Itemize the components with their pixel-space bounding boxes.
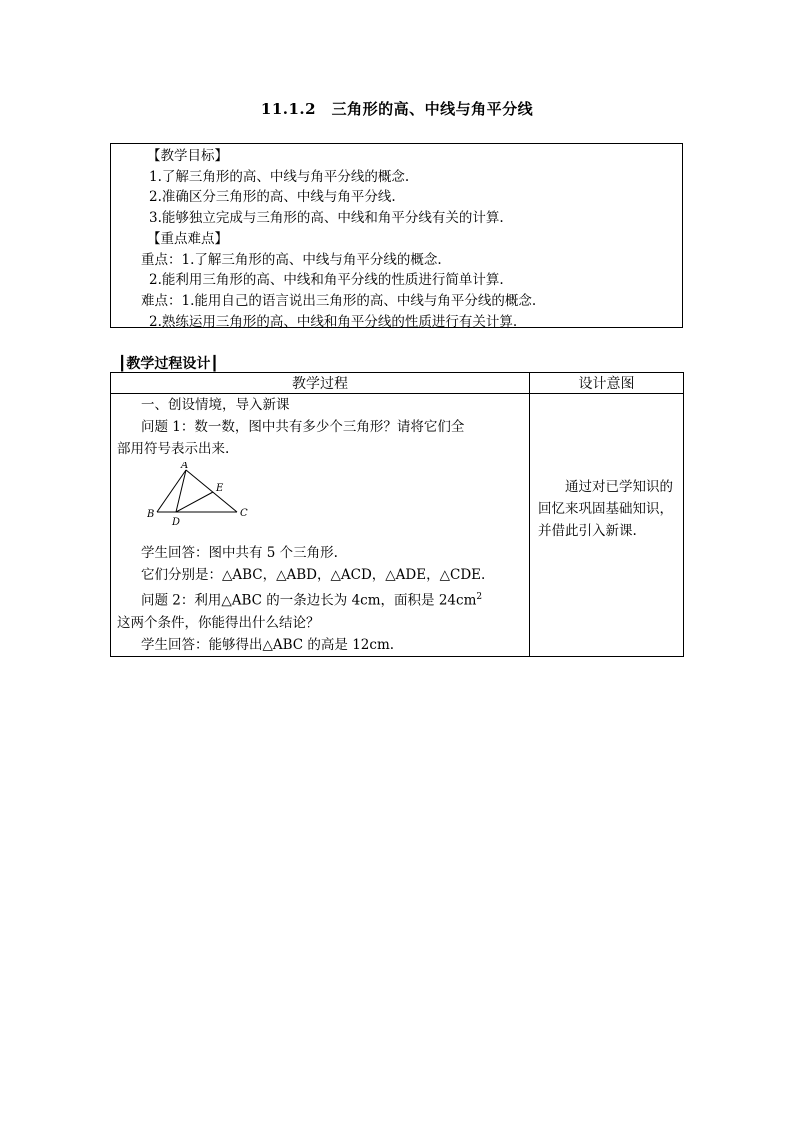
process-heading: ┃教学过程设计┃	[118, 356, 219, 372]
objective-item: 1.了解三角形的高、中线与角平分线的概念.	[149, 168, 410, 185]
design-intent-text: 通过对已学知识的回忆来巩固基础知识，并借此引入新课.	[538, 479, 673, 539]
col-header-process: 教学过程	[111, 373, 530, 394]
answer-1: 学生回答：图中共有 5 个三角形.	[141, 545, 338, 561]
answer-1-list: 它们分别是：△ABC，△ABD，△ACD，△ADE，△CDE.	[141, 567, 486, 583]
objectives-box	[110, 143, 683, 328]
label-a: A	[181, 462, 189, 471]
segment-ac	[186, 470, 237, 512]
key-points-heading: 【重点难点】	[147, 230, 228, 247]
key-point-line: 重点：1.了解三角形的高、中线与角平分线的概念.	[141, 251, 442, 268]
key-point-line: 2.能利用三角形的高、中线和角平分线的性质进行简单计算.	[149, 272, 504, 289]
col-header-intent: 设计意图	[530, 373, 684, 394]
segment-de	[176, 492, 213, 512]
question-1-cont: 部用符号表示出来.	[117, 441, 230, 457]
question-2: 问题 2：利用△ABC 的一条边长为 4cm，面积是 $24cm^2$	[141, 592, 483, 609]
page-title: 11.1.2 三角形的高、中线与角平分线	[260, 100, 534, 118]
segment-ad	[176, 470, 186, 512]
process-table	[110, 372, 684, 657]
intent-cell	[530, 394, 684, 657]
label-c: C	[240, 508, 248, 519]
label-d: D	[172, 517, 181, 528]
segment-ab	[157, 470, 186, 512]
label-e: E	[216, 483, 224, 494]
question-1: 问题 1：数一数，图中共有多少个三角形？请将它们全	[141, 419, 465, 435]
label-b: B	[147, 509, 155, 520]
objectives-heading: 【教学目标】	[147, 148, 228, 164]
triangle-diagram	[147, 462, 267, 532]
answer-2: 学生回答：能够得出△ABC 的高是 12cm.	[141, 636, 395, 653]
triangle-figure	[111, 460, 529, 542]
key-point-line: 难点：1.能用自己的语言说出三角形的高、中线与角平分线的概念.	[141, 292, 537, 309]
section-title: 一、创设情境，导入新课	[141, 397, 290, 413]
objective-item: 2.准确区分三角形的高、中线与角平分线.	[149, 189, 396, 206]
key-point-line: 2.熟练运用三角形的高、中线和角平分线的性质进行有关计算.	[149, 313, 518, 330]
question-2-cont: 这两个条件，你能得出什么结论？	[117, 614, 320, 631]
process-cell	[111, 394, 530, 657]
objective-item: 3.能够独立完成与三角形的高、中线和角平分线有关的计算.	[149, 210, 504, 227]
